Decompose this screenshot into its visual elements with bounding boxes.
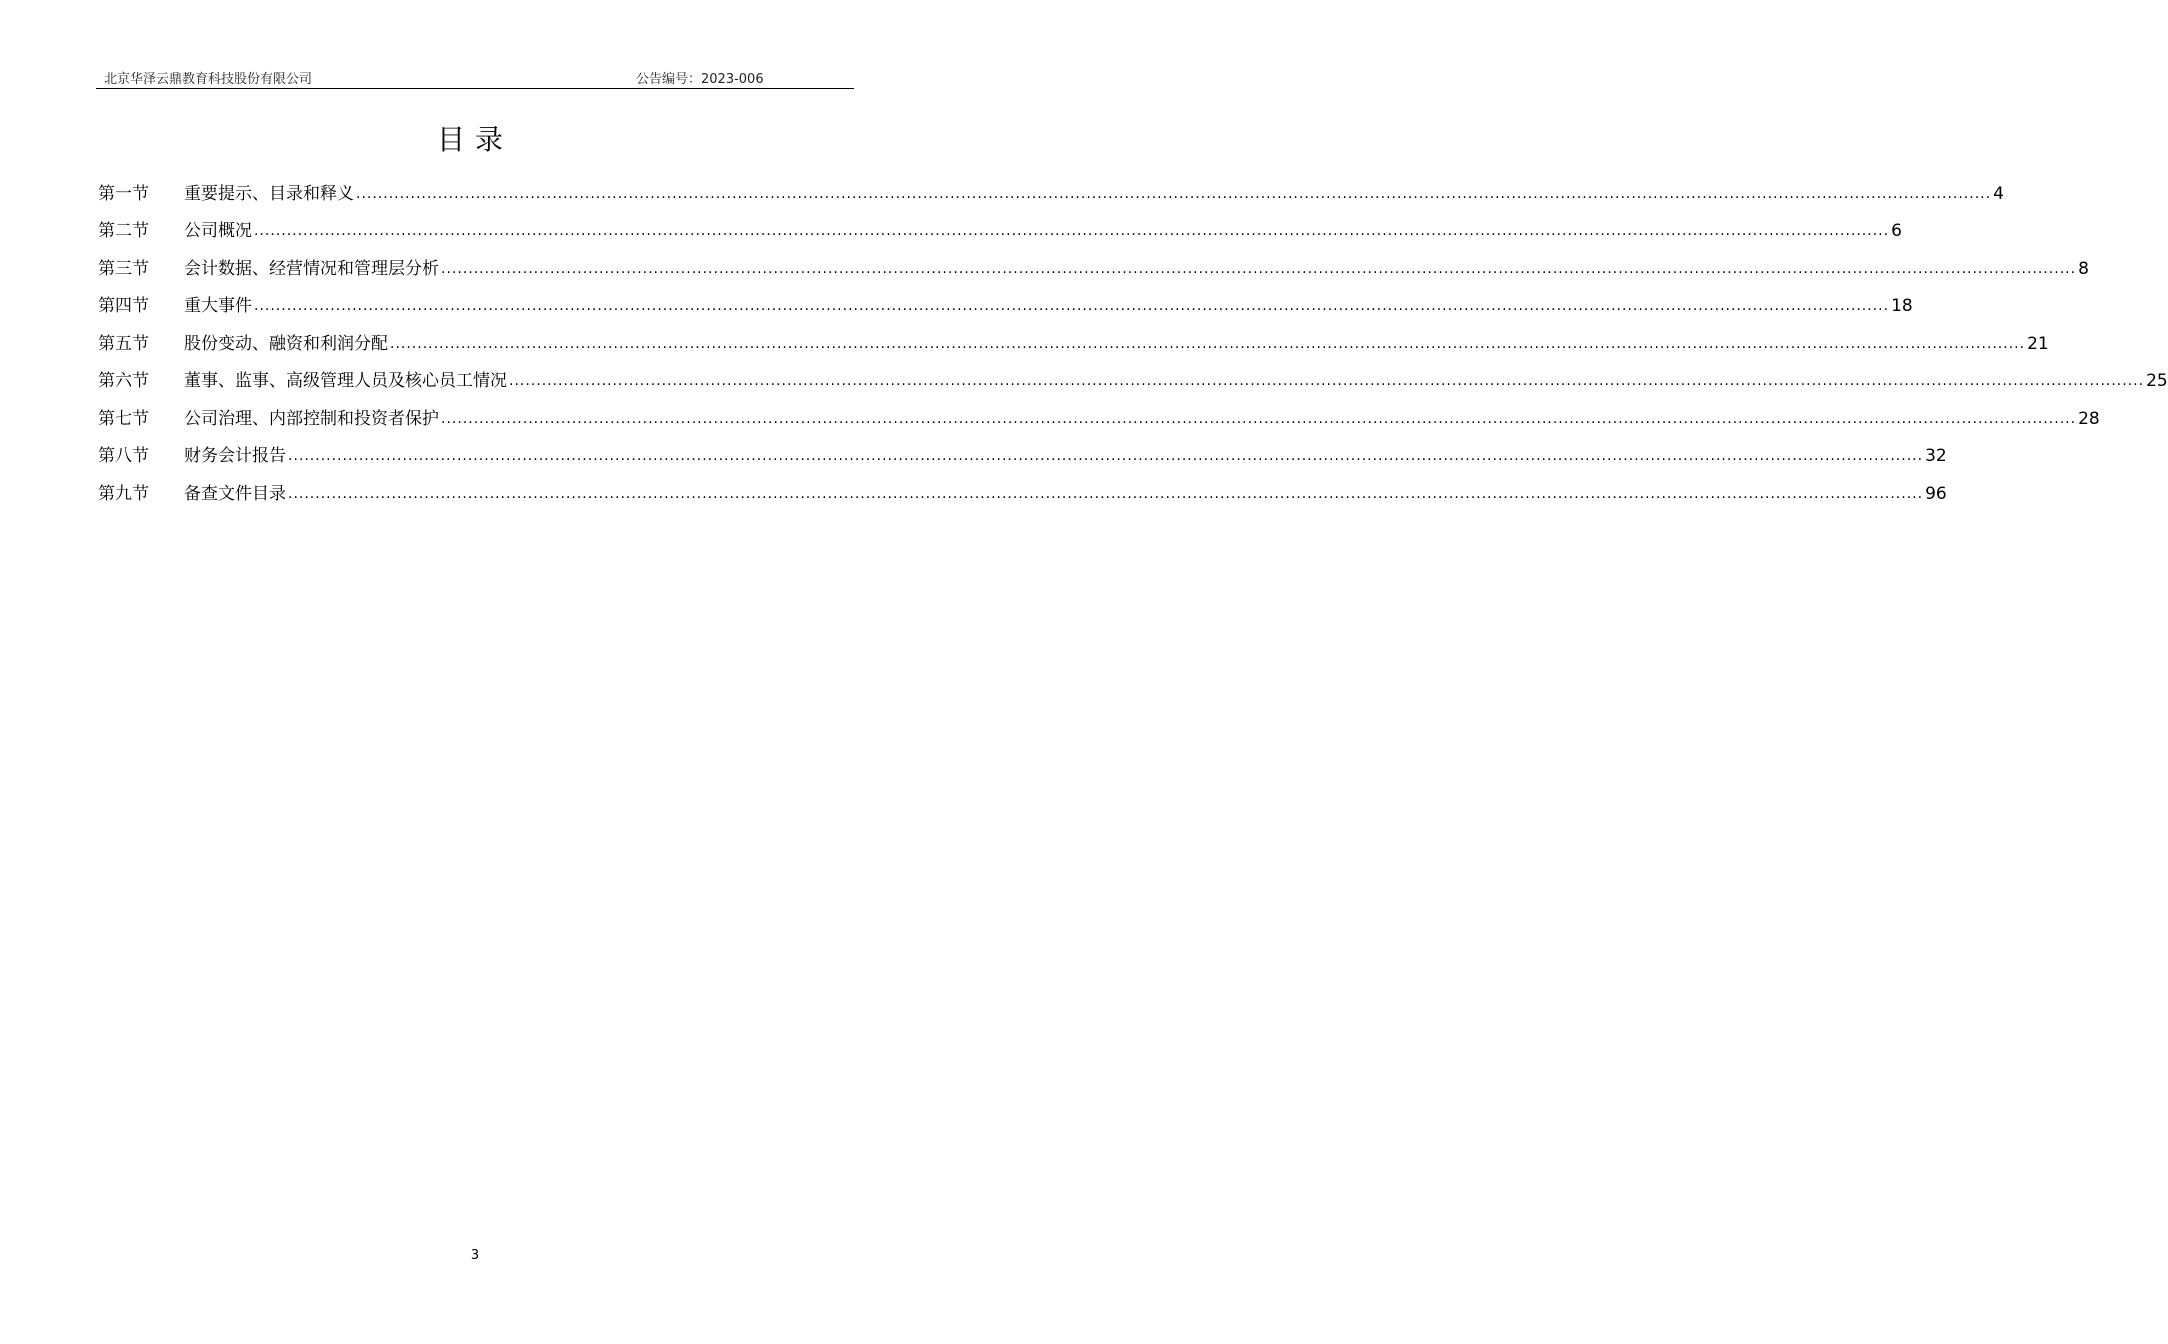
header-notice-number: 公告编号：2023-006 <box>636 72 764 87</box>
toc-list <box>98 170 2168 508</box>
toc-leader-dots: ............................................................................................................................................................................................................................................................................................................ <box>441 260 2077 277</box>
toc-entry-section: 第五节 <box>98 333 149 354</box>
toc-entry-page: 25 <box>2146 371 2168 391</box>
toc-entry-section: 第八节 <box>98 446 149 466</box>
toc-entry-title: 重大事件 <box>184 296 252 316</box>
toc-entry-title: 财务会计报告 <box>184 446 286 466</box>
toc-leader-dots: ............................................................................................................................................................................................................................................................................................................ <box>288 448 1924 464</box>
toc-entry-page: 18 <box>1891 296 1913 316</box>
toc-entry-page: 8 <box>2078 258 2089 279</box>
toc-title: 目录 <box>436 123 513 156</box>
toc-entry-title: 会计数据、经营情况和管理层分析 <box>184 258 439 279</box>
toc-entry-title: 股份变动、融资和利润分配 <box>184 333 388 354</box>
toc-entry-title: 备查文件目录 <box>184 483 286 504</box>
toc-leader-dots: ............................................................................................................................................................................................................................................................................................................ <box>254 223 1890 239</box>
toc-entry-6[interactable] <box>98 358 2168 396</box>
toc-entry-section: 第四节 <box>98 296 149 316</box>
toc-entry-3[interactable] <box>98 245 2089 283</box>
toc-entry-9[interactable] <box>98 470 1947 508</box>
toc-entry-section: 第九节 <box>98 483 149 504</box>
toc-entry-1[interactable] <box>98 170 2004 208</box>
toc-leader-dots: ............................................................................................................................................................................................................................................................................................................ <box>356 185 1992 202</box>
toc-entry-section: 第三节 <box>98 258 149 279</box>
header-company-name: 北京华泽云鼎教育科技股份有限公司 <box>104 72 313 87</box>
toc-entry-5[interactable] <box>98 320 2049 358</box>
page-number: 3 <box>470 1248 480 1263</box>
toc-entry-title: 董事、监事、高级管理人员及核心员工情况 <box>184 371 507 391</box>
toc-leader-dots: ............................................................................................................................................................................................................................................................................................................ <box>390 335 2026 352</box>
toc-entry-section: 第一节 <box>98 183 149 204</box>
toc-entry-title: 重要提示、目录和释义 <box>184 183 354 204</box>
toc-entry-section: 第七节 <box>98 408 149 429</box>
toc-entry-7[interactable] <box>98 395 2100 433</box>
toc-entry-page: 6 <box>1891 221 1902 241</box>
toc-entry-8[interactable] <box>98 433 1947 471</box>
toc-entry-section: 第六节 <box>98 371 149 391</box>
toc-entry-page: 21 <box>2027 333 2049 354</box>
toc-entry-2[interactable] <box>98 208 1902 246</box>
toc-entry-page: 28 <box>2078 408 2100 429</box>
toc-entry-page: 4 <box>1993 183 2004 204</box>
toc-leader-dots: ............................................................................................................................................................................................................................................................................................................ <box>288 485 1924 502</box>
toc-entry-title: 公司概况 <box>184 221 252 241</box>
toc-leader-dots: ............................................................................................................................................................................................................................................................................................................ <box>254 298 1890 314</box>
toc-leader-dots: ............................................................................................................................................................................................................................................................................................................ <box>441 410 2077 427</box>
toc-entry-page: 96 <box>1925 483 1947 504</box>
toc-entry-title: 公司治理、内部控制和投资者保护 <box>184 408 439 429</box>
toc-entry-section: 第二节 <box>98 221 149 241</box>
toc-entry-page: 32 <box>1925 446 1947 466</box>
toc-entry-4[interactable] <box>98 283 1913 321</box>
page-header <box>96 66 854 89</box>
toc-leader-dots: ............................................................................................................................................................................................................................................................................................................ <box>509 373 2145 389</box>
